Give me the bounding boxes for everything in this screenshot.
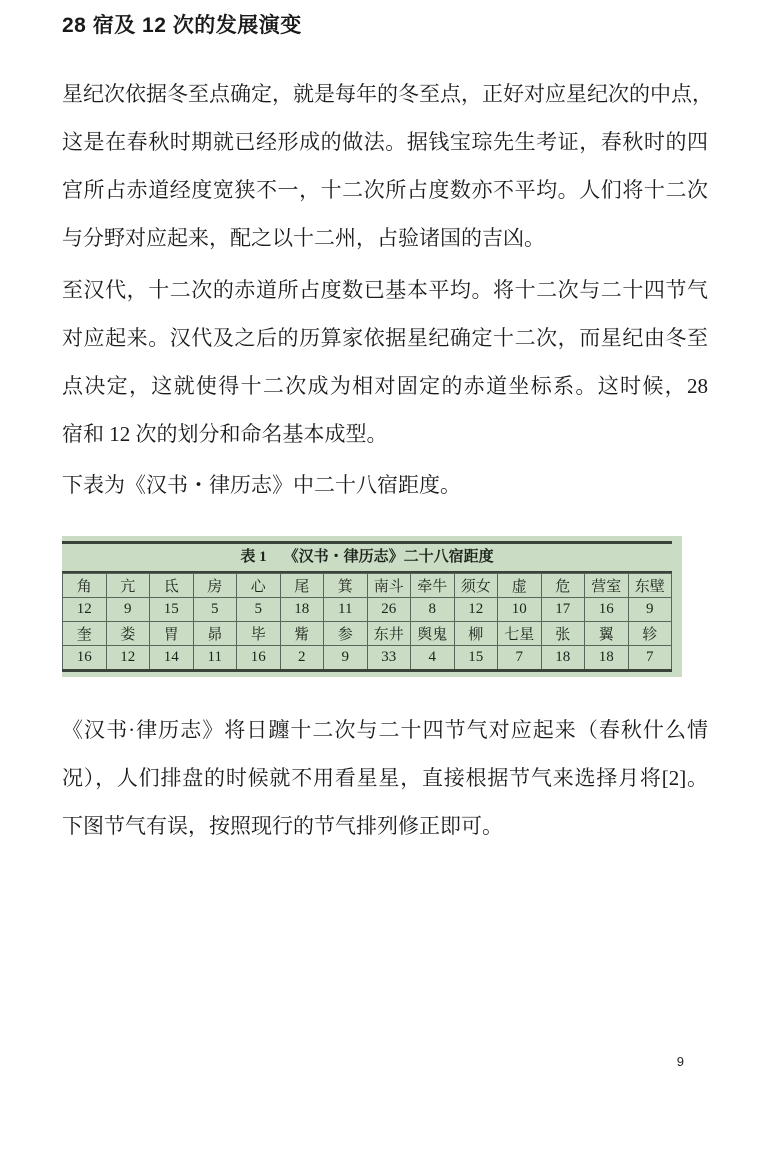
- table-cell: 心: [237, 574, 281, 598]
- text-line: 下表为《汉书・律历志》中二十八宿距度。: [62, 473, 461, 497]
- table-cell: 张: [541, 622, 585, 646]
- table-row: [63, 622, 672, 646]
- table-cell: 亢: [106, 574, 150, 598]
- table-cell: 33: [367, 646, 411, 671]
- table-cell: 舆鬼: [411, 622, 455, 646]
- table-panel: [62, 536, 682, 677]
- text-line: 这是在春秋时期就已经形成的做法。据钱宝琮先生考证，春秋时的四: [62, 130, 708, 154]
- page-number: 9: [676, 1054, 684, 1069]
- table-cell: 10: [498, 598, 542, 622]
- table-cell: 12: [106, 646, 150, 671]
- table-cell: 11: [324, 598, 368, 622]
- text-line: 星纪次依据冬至点确定，就是每年的冬至点，正好对应星纪次的中点，: [62, 82, 713, 106]
- table-cell: 氐: [150, 574, 194, 598]
- paragraph-3: [62, 461, 708, 509]
- table-cell: 娄: [106, 622, 150, 646]
- table-cell: 15: [150, 598, 194, 622]
- paragraph-2: [62, 266, 708, 458]
- table-cell: 17: [541, 598, 585, 622]
- table-cell: 须女: [454, 574, 498, 598]
- table-cell: 16: [63, 646, 107, 671]
- table-cell: 18: [280, 598, 324, 622]
- table-cell: 危: [541, 574, 585, 598]
- table-caption: [62, 544, 672, 573]
- table-cell: 箕: [324, 574, 368, 598]
- paragraph-1: [62, 70, 713, 262]
- table-frame: [62, 541, 672, 672]
- mansion-distance-table: [62, 573, 672, 672]
- table-cell: 角: [63, 574, 107, 598]
- table-cell: 14: [150, 646, 194, 671]
- table-cell: 柳: [454, 622, 498, 646]
- table-row: [63, 598, 672, 622]
- table-caption-label: 表 1: [240, 549, 267, 565]
- table-row: [63, 646, 672, 671]
- table-cell: 16: [585, 598, 629, 622]
- table-cell: 9: [106, 598, 150, 622]
- table-cell: 房: [193, 574, 237, 598]
- text-line: 至汉代，十二次的赤道所占度数已基本平均。将十二次与二十四节气: [62, 278, 708, 302]
- table-caption-text: 《汉书・律历志》二十八宿距度: [283, 549, 494, 565]
- table-cell: 4: [411, 646, 455, 671]
- text-line: 《汉书·律历志》将日躔十二次与二十四节气对应起来（春秋什么情: [62, 718, 708, 742]
- table-cell: 毕: [237, 622, 281, 646]
- table-body: [63, 574, 672, 671]
- text-line: 宫所占赤道经度宽狭不一，十二次所占度数亦不平均。人们将十二次: [62, 178, 708, 202]
- text-line: 况），人们排盘的时候就不用看星星，直接根据节气来选择月将[2]。: [62, 766, 708, 790]
- table-cell: 胃: [150, 622, 194, 646]
- paragraph-4: [62, 706, 708, 850]
- table-cell: 觜: [280, 622, 324, 646]
- table-row: [63, 574, 672, 598]
- table-cell: 5: [193, 598, 237, 622]
- table-cell: 尾: [280, 574, 324, 598]
- table-cell: 翼: [585, 622, 629, 646]
- table-cell: 12: [454, 598, 498, 622]
- table-cell: 16: [237, 646, 281, 671]
- text-line: 下图节气有误，按照现行的节气排列修正即可。: [62, 814, 503, 838]
- table-cell: 12: [63, 598, 107, 622]
- table-cell: 七星: [498, 622, 542, 646]
- table-cell: 11: [193, 646, 237, 671]
- page-title: 28 宿及 12 次的发展演变: [62, 14, 302, 37]
- table-cell: 营室: [585, 574, 629, 598]
- text-line: 与分野对应起来，配之以十二州，占验诸国的吉凶。: [62, 226, 545, 250]
- table-cell: 昴: [193, 622, 237, 646]
- text-line: 对应起来。汉代及之后的历算家依据星纪确定十二次，而星纪由冬至: [62, 326, 708, 350]
- table-cell: 轸: [628, 622, 672, 646]
- table-cell: 牵牛: [411, 574, 455, 598]
- text-line: 点决定，这就使得十二次成为相对固定的赤道坐标系。这时候，28: [62, 374, 708, 398]
- table-cell: 8: [411, 598, 455, 622]
- table-cell: 26: [367, 598, 411, 622]
- table-cell: 18: [585, 646, 629, 671]
- table-cell: 南斗: [367, 574, 411, 598]
- table-cell: 7: [628, 646, 672, 671]
- table-cell: 5: [237, 598, 281, 622]
- table-cell: 15: [454, 646, 498, 671]
- table-cell: 参: [324, 622, 368, 646]
- table-cell: 东井: [367, 622, 411, 646]
- table-cell: 7: [498, 646, 542, 671]
- text-line: 宿和 12 次的划分和命名基本成型。: [62, 422, 388, 446]
- table-cell: 9: [628, 598, 672, 622]
- table-cell: 东壁: [628, 574, 672, 598]
- table-cell: 2: [280, 646, 324, 671]
- table-cell: 虚: [498, 574, 542, 598]
- table-cell: 18: [541, 646, 585, 671]
- table-cell: 奎: [63, 622, 107, 646]
- table-cell: 9: [324, 646, 368, 671]
